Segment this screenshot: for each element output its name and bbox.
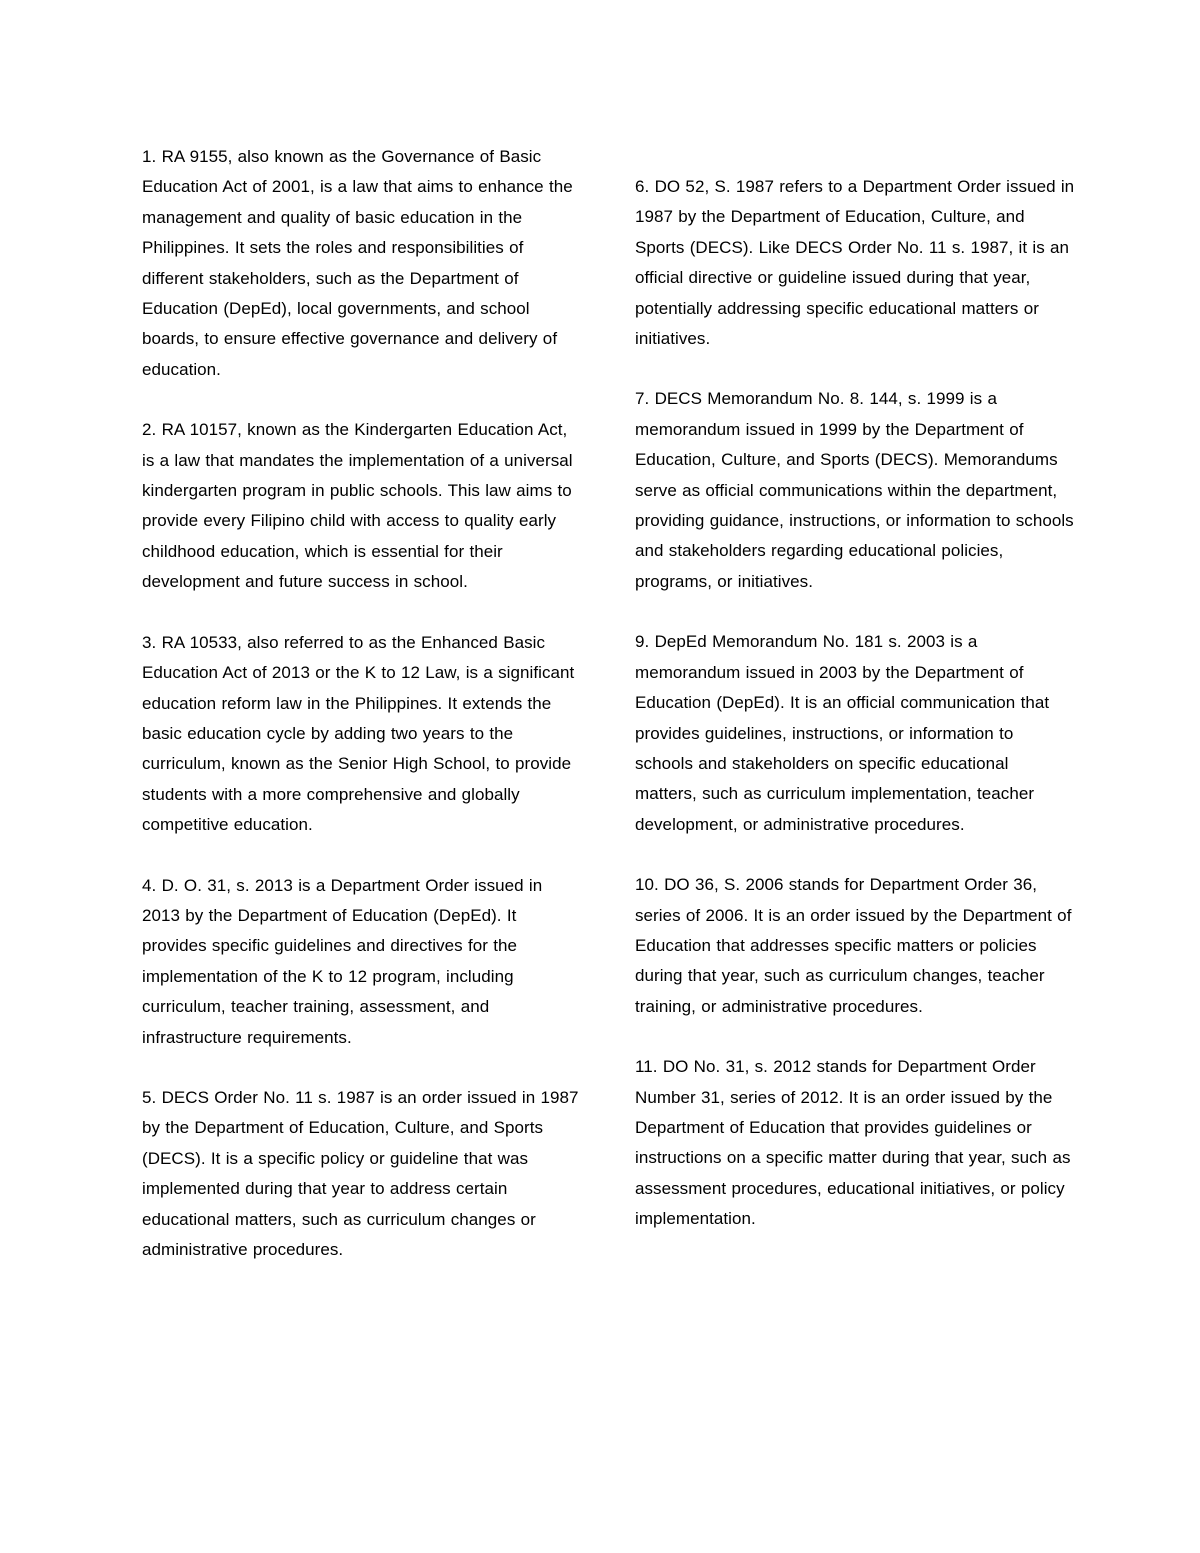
entry-text: DO 36, S. 2006 stands for Department Order 36, series of 2006. It is an order issued by the Department of Education that addresses specific matters or policies during that year, such as curriculum changes, teacher training, or administrative procedures.	[635, 875, 1072, 1016]
entry-decs-memo-144-1999	[635, 384, 1075, 597]
entry-number: 9.	[635, 632, 650, 652]
entry-do-36-2006	[635, 870, 1075, 1022]
entry-do-52-1987	[635, 172, 1075, 354]
right-column	[635, 172, 1075, 1265]
entry-decs-order-11-1987	[142, 1083, 582, 1265]
entry-number: 2.	[142, 420, 157, 440]
entry-text: DO 52, S. 1987 refers to a Department Order issued in 1987 by the Department of Education, Culture, and Sports (DECS). Like DECS Order No. 11 s. 1987, it is an official directive or guideline issued during that year, potentially addressing specific educational matters or initiatives.	[635, 177, 1075, 349]
entry-number: 5.	[142, 1087, 157, 1107]
entry-number: 11.	[635, 1057, 658, 1077]
entry-number: 3.	[142, 632, 157, 652]
entry-text: RA 10533, also referred to as the Enhanced Basic Education Act of 2013 or the K to 12 Law, is a significant education reform law in the Philippines. It extends the basic education cycle by adding two years to the curriculum, known as the Senior High School, to provide students with a more comprehensive and globally competitive education.	[142, 632, 575, 835]
entry-text: DepEd Memorandum No. 181 s. 2003 is a memorandum issued in 2003 by the Department of Education (DepEd). It is an official communication that provides guidelines, instructions, or information to schools and stakeholders on specific educational matters, such as curriculum implementation, teacher development, or administrative procedures.	[635, 632, 1050, 834]
entry-text: RA 9155, also known as the Governance of Basic Education Act of 2001, is a law that aims to enhance the management and quality of basic education in the Philippines. It sets the roles and responsibilities of different stakeholders, such as the Department of Education (DepEd), local governments, and school boards, to ensure effective governance and delivery of education.	[142, 147, 573, 379]
entry-ra-10157	[142, 415, 582, 597]
entry-number: 7.	[635, 389, 650, 409]
entry-ra-10533	[142, 628, 582, 841]
entry-deped-memo-181-2003	[635, 627, 1075, 840]
entry-text: D. O. 31, s. 2013 is a Department Order issued in 2013 by the Department of Education (DepEd). It provides specific guidelines and directives for the implementation of the K to 12 program, including curriculum, teacher training, assessment, and infrastructure requirements.	[142, 875, 543, 1047]
entry-number: 6.	[635, 177, 650, 196]
entry-text: DO No. 31, s. 2012 stands for Department Order Number 31, series of 2012. It is an order issued by the Department of Education that provides guidelines or instructions on a specific matter during that year, such as assessment procedures, educational initiatives, or policy implementation.	[635, 1057, 1071, 1229]
entry-number: 4.	[142, 875, 157, 895]
left-column	[142, 142, 582, 1295]
entry-text: DECS Memorandum No. 8. 144, s. 1999 is a memorandum issued in 1999 by the Department of Education, Culture, and Sports (DECS). Memorandums serve as official communications within the department, providing guidance, instructions, or information to schools and stakeholders regarding educational policies, programs, or initiatives.	[635, 389, 1074, 591]
entry-number: 1.	[142, 147, 157, 166]
entry-ra-9155	[142, 142, 582, 385]
entry-number: 10.	[635, 875, 659, 895]
entry-do-31-2013	[142, 871, 582, 1053]
entry-text: RA 10157, known as the Kindergarten Education Act, is a law that mandates the implementation of a universal kindergarten program in public schools. This law aims to provide every Filipino child with access to quality early childhood education, which is essential for their development and future success in school.	[142, 420, 573, 592]
entry-do-31-2012	[635, 1052, 1075, 1234]
entry-text: DECS Order No. 11 s. 1987 is an order issued in 1987 by the Department of Education, Culture, and Sports (DECS). It is a specific policy or guideline that was implemented during that year to address certain educational matters, such as curriculum changes or administrative procedures.	[142, 1087, 579, 1259]
